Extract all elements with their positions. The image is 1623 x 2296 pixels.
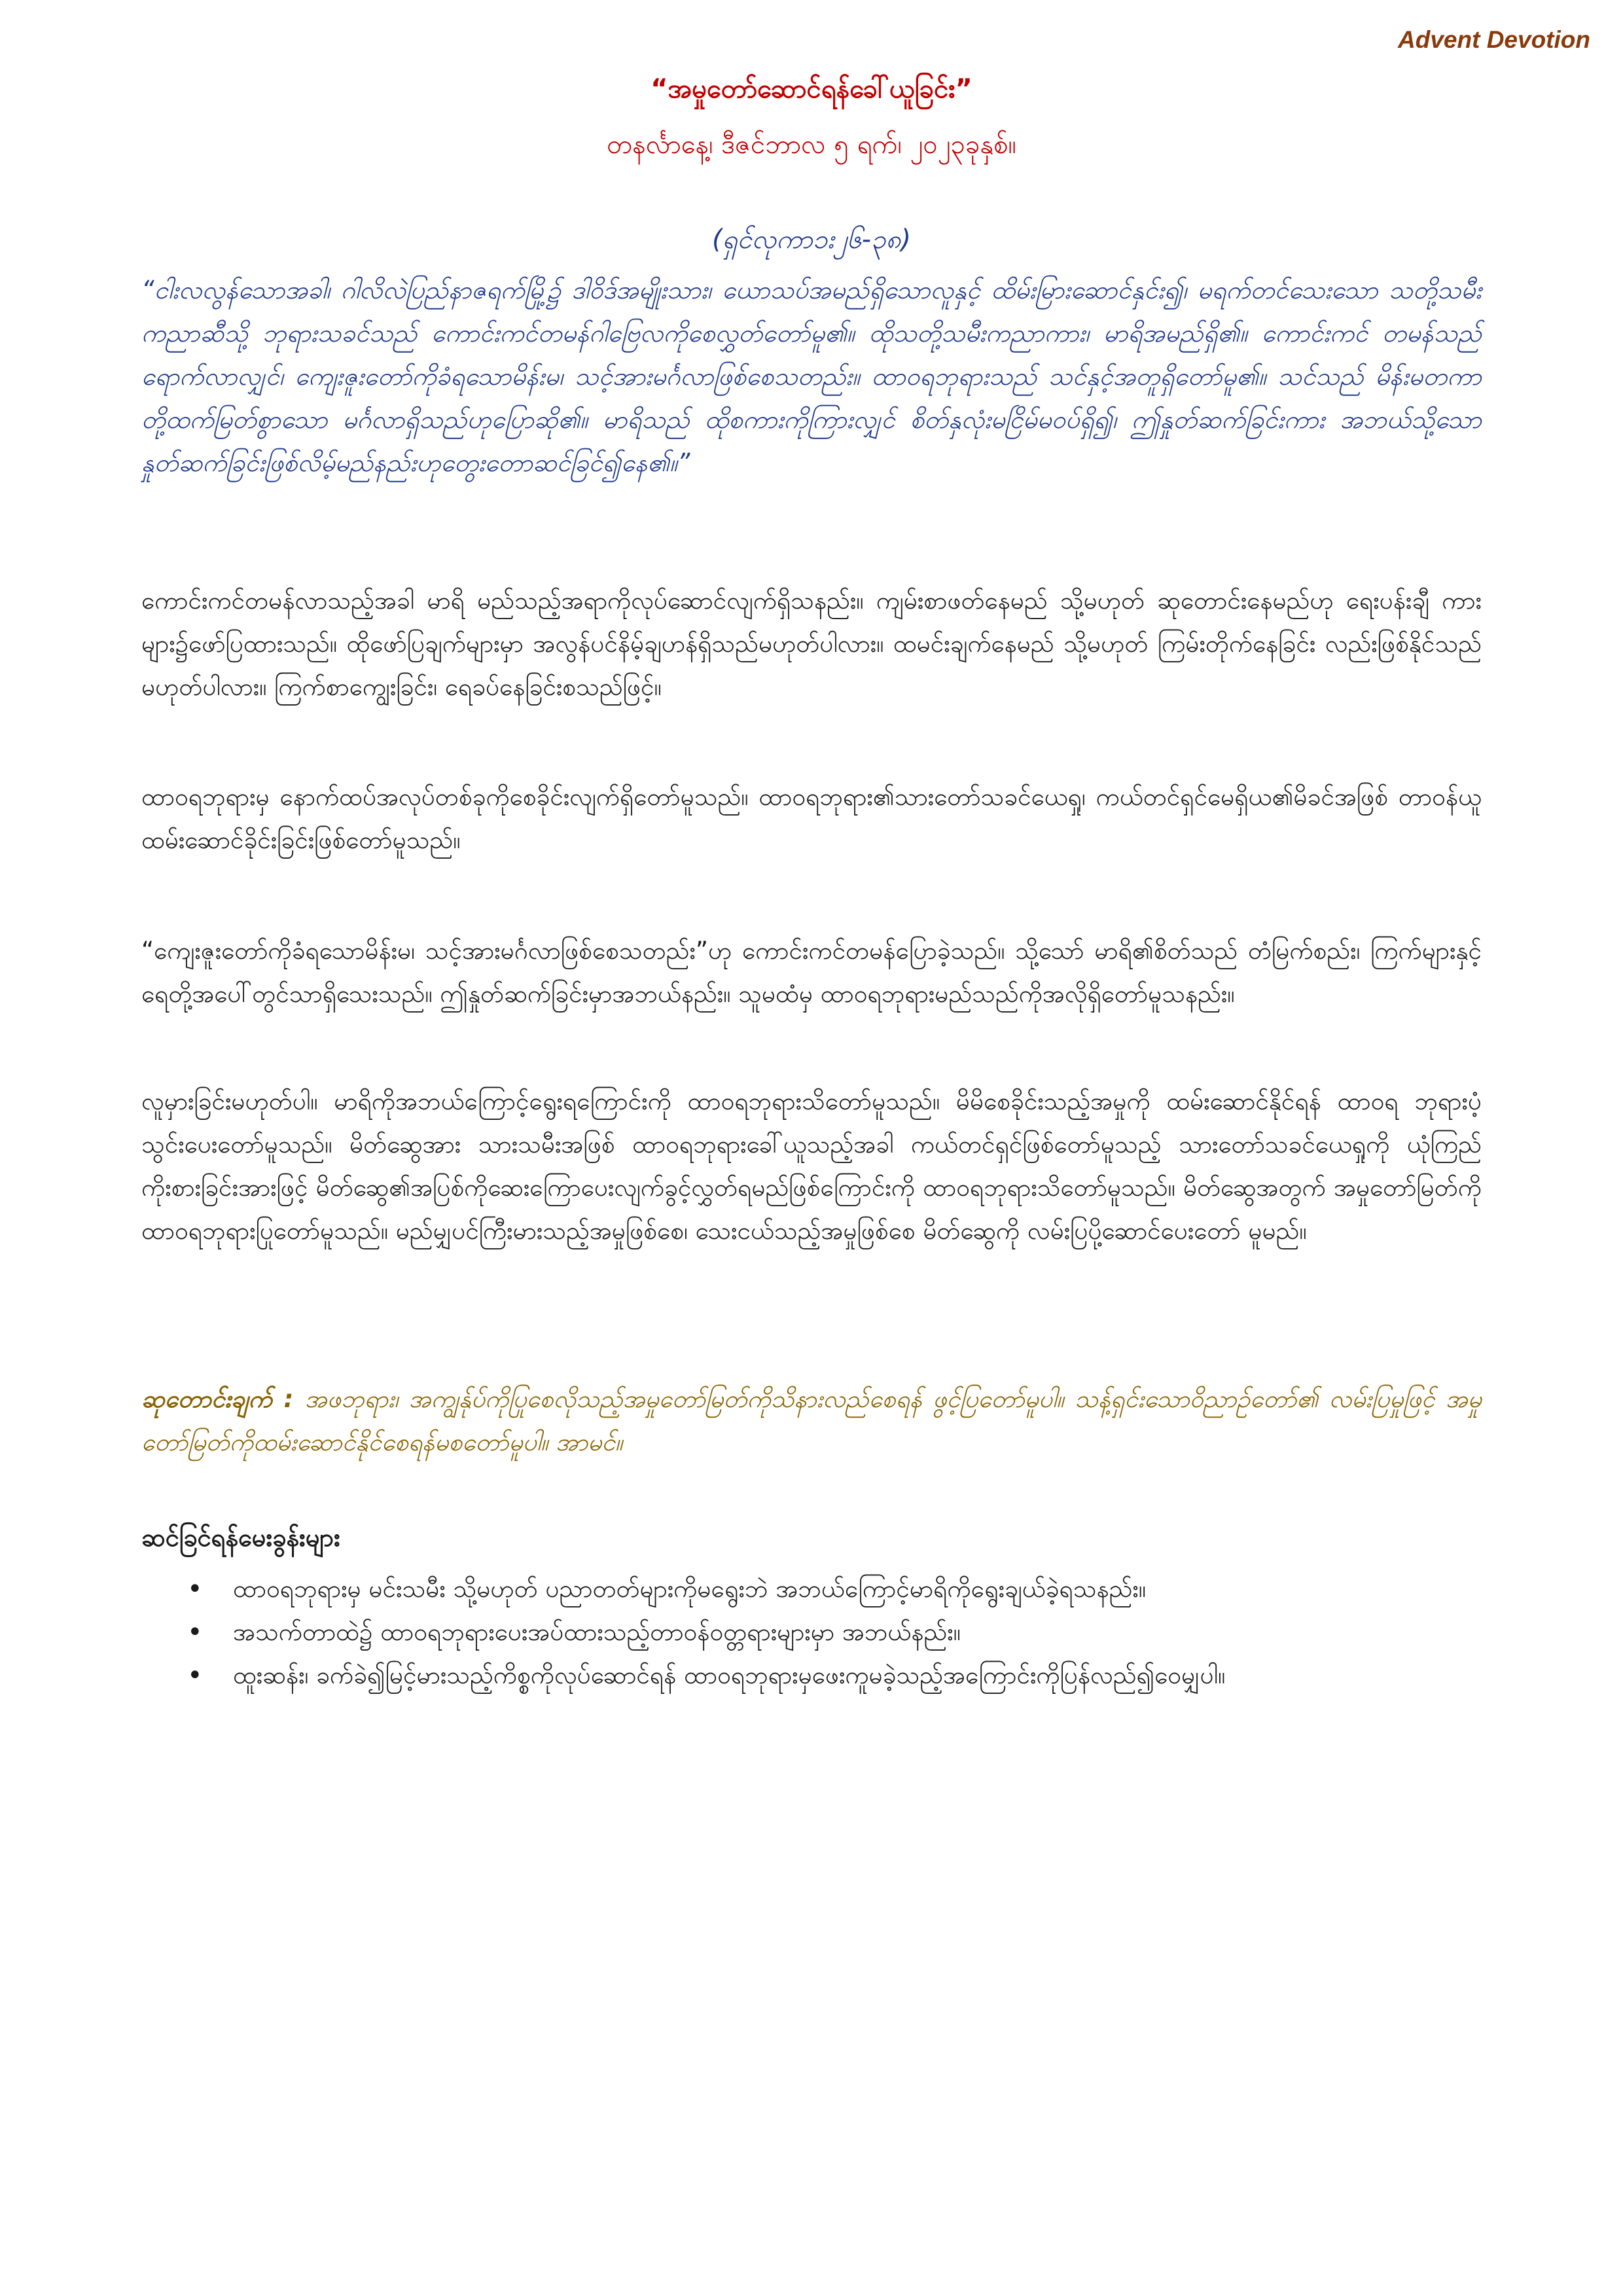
question-text: ထူးဆန်း၊ ခက်ခဲ၍မြင့်မားသည့်ကိစ္စကိုလုပ်ဆောင်ရန် ထာဝရဘုရားမှဖေးကူမခဲ့သည့်အကြောင်းကိုပြန်လည်၍ဝေမျှပါ။ bbox=[233, 1661, 1226, 1689]
devotion-title: “အမှုတော်ဆောင်ရန်ခေါ်ယူခြင်း” bbox=[651, 74, 972, 104]
body-paragraph-3: “ကျေးဇူးတော်ကိုခံရသောမိန်းမ၊ သင့်အားမင်္ဂလာဖြစ်စေသတည်း”ဟု ကောင်းကင်တမန်ပြောခဲ့သည်။ သို့သော် မာရိ၏စိတ်သည် တံမြက်စည်း၊ ကြက်များနှင့်ရေတို့အပေါ်တွင်သာရှိသေးသည်။ ဤနှုတ်ဆက်ခြင်းမှာအဘယ်နည်း။ သူမထံမှ ထာဝရဘုရားမည်သည်ကိုအလိုရှိတော်မူသနည်း။ bbox=[141, 937, 1482, 1008]
prayer-text: အဖဘုရား၊ အကျွန်ုပ်ကိုပြုစေလိုသည့်အမှုတော်မြတ်ကိုသိနားလည်စေရန် ဖွင့်ပြတော်မူပါ။ သန့်ရှင်းသောဝိညာဉ်တော်၏ လမ်းပြမှုဖြင့် အမှုတော်မြတ်ကိုထမ်းဆောင်နိုင်စေရန်မစတော်မူပါ။ အာမင်။ bbox=[141, 1385, 1482, 1456]
body-paragraph-1: ကောင်းကင်တမန်လာသည့်အခါ မာရိ မည်သည့်အရာကိုလုပ်ဆောင်လျက်ရှိသနည်း။ ကျမ်းစာဖတ်နေမည် သို့မဟုတ် ဆုတောင်းနေမည်ဟု ရေးပန်းချီ ကားများ၌ဖော်ပြထားသည်။ ထိုဖော်ပြချက်များမှာ အလွန်ပင်နိမ့်ချဟန်ရှိသည်မဟုတ်ပါလား။ ထမင်းချက်နေမည် သို့မဟုတ် ကြမ်းတိုက်နေခြင်း လည်းဖြစ်နိုင်သည်မဟုတ်ပါလား။ ကြက်စာကျွေးခြင်း၊ ရေခပ်နေခြင်းစသည်ဖြင့်။ bbox=[141, 586, 1482, 701]
question-text: ထာဝရဘုရားမှ မင်းသမီး သို့မဟုတ် ပညာတတ်များကိုမရွေးဘဲ အဘယ်ကြောင့်မာရိကိုရွေးချယ်ခဲ့ရသနည်း။ bbox=[233, 1575, 1146, 1603]
question-text: အသက်တာထဲ၌ ထာဝရဘုရားပေးအပ်ထားသည့်တာဝန်ဝတ္တရားများမှာ အဘယ်နည်း။ bbox=[233, 1618, 961, 1646]
questions-list bbox=[141, 1568, 1482, 1697]
prayer-block bbox=[141, 1378, 1482, 1464]
bullet-icon: • bbox=[187, 1660, 203, 1691]
list-item bbox=[187, 1654, 1482, 1697]
prayer-label: ဆုတောင်းချက် bbox=[141, 1385, 272, 1413]
bullet-icon: • bbox=[187, 1617, 203, 1647]
scripture-quote: “ငါးလလွန်သောအခါ၊ ဂါလိလဲပြည်နာဇရက်မြို့၌ ဒါဝိဒ်အမျိုးသား၊ ယောသပ်အမည်ရှိသောလူနှင့် ထိမ်းမြားဆောင်နှင်း၍၊ မရက်တင်သေးသော သတို့သမီးကညာဆီသို့ ဘုရားသခင်သည် ကောင်းကင်တမန်ဂါဗြေလကိုစေလွှတ်တော်မူ၏။ ထိုသတို့သမီးကညာကား၊ မာရိအမည်ရှိ၏။ ကောင်းကင် တမန်သည် ရောက်လာလျှင်၊ ကျေးဇူးတော်ကိုခံရသောမိန်းမ၊ သင့်အားမင်္ဂလာဖြစ်စေသတည်း။ ထာဝရဘုရားသည် သင်နှင့်အတူရှိတော်မူ၏။ သင်သည် မိန်းမတကာတို့ထက်မြတ်စွာသော မင်္ဂလာရှိသည်ဟုပြောဆို၏။ မာရိသည် ထိုစကားကိုကြားလျှင် စိတ်နှလုံးမငြိမ်မဝပ်ရှိ၍၊ ဤနှုတ်ဆက်ခြင်းကား အဘယ်သို့သော နှုတ်ဆက်ခြင်းဖြစ်လိမ့်မည်နည်းဟုတွေးတောဆင်ခြင်၍နေ၏။” bbox=[141, 276, 1482, 477]
list-item bbox=[187, 1611, 1482, 1654]
questions-heading: ဆင်ခြင်ရန်မေးခွန်းများ bbox=[141, 1523, 340, 1552]
body-paragraph-4: လူမှားခြင်းမဟုတ်ပါ။ မာရိကိုအဘယ်ကြောင့်ရွေးရကြောင်းကို ထာဝရဘုရားသိတော်မူသည်။ မိမိစေခိုင်းသည့်အမှုကို ထမ်းဆောင်နိုင်ရန် ထာဝရ ဘုရားပံ့သွင်းပေးတော်မူသည်။ မိတ်ဆွေအား သားသမီးအဖြစ် ထာဝရဘုရားခေါ်ယူသည့်အခါ ကယ်တင်ရှင်ဖြစ်တော်မူသည့် သားတော်သခင်ယေရှုကို ယုံကြည်ကိုးစားခြင်းအားဖြင့် မိတ်ဆွေ၏အပြစ်ကိုဆေးကြောပေးလျက်ခွင့်လွှတ်ရမည်ဖြစ်ကြောင်းကို ထာဝရဘုရားသိတော်မူသည်။ မိတ်ဆွေအတွက် အမှုတော်မြတ်ကို ထာဝရဘုရားပြုတော်မူသည်။ မည်မျှပင်ကြီးမားသည့်အမှုဖြစ်စေ၊ သေးငယ်သည့်အမှုဖြစ်စေ မိတ်ဆွေကို လမ်းပြပို့ဆောင်ပေးတော် မူမည်။ bbox=[141, 1087, 1482, 1245]
list-item bbox=[187, 1568, 1482, 1611]
body-paragraph-2: ထာဝရဘုရားမှ နောက်ထပ်အလုပ်တစ်ခုကိုစေခိုင်းလျက်ရှိတော်မူသည်။ ထာဝရဘုရား၏သားတော်သခင်ယေရှု၊ ကယ်တင်ရှင်မေရှိယ၏မိခင်အဖြစ် တာဝန်ယူ ထမ်းဆောင်ခိုင်းခြင်းဖြစ်တော်မူသည်။ bbox=[141, 783, 1482, 854]
header-label: Advent Devotion bbox=[1398, 26, 1590, 53]
date-line: တနင်္လာနေ့၊ ဒီဇင်ဘာလ ၅ ရက်၊ ၂၀၂၃ခုနှစ်။ bbox=[607, 130, 1016, 160]
bullet-icon: • bbox=[187, 1574, 203, 1604]
prayer-separator: : bbox=[272, 1385, 305, 1413]
scripture-reference: (ရှင်လုကာ၁း၂၆-၃၈) bbox=[711, 224, 912, 255]
